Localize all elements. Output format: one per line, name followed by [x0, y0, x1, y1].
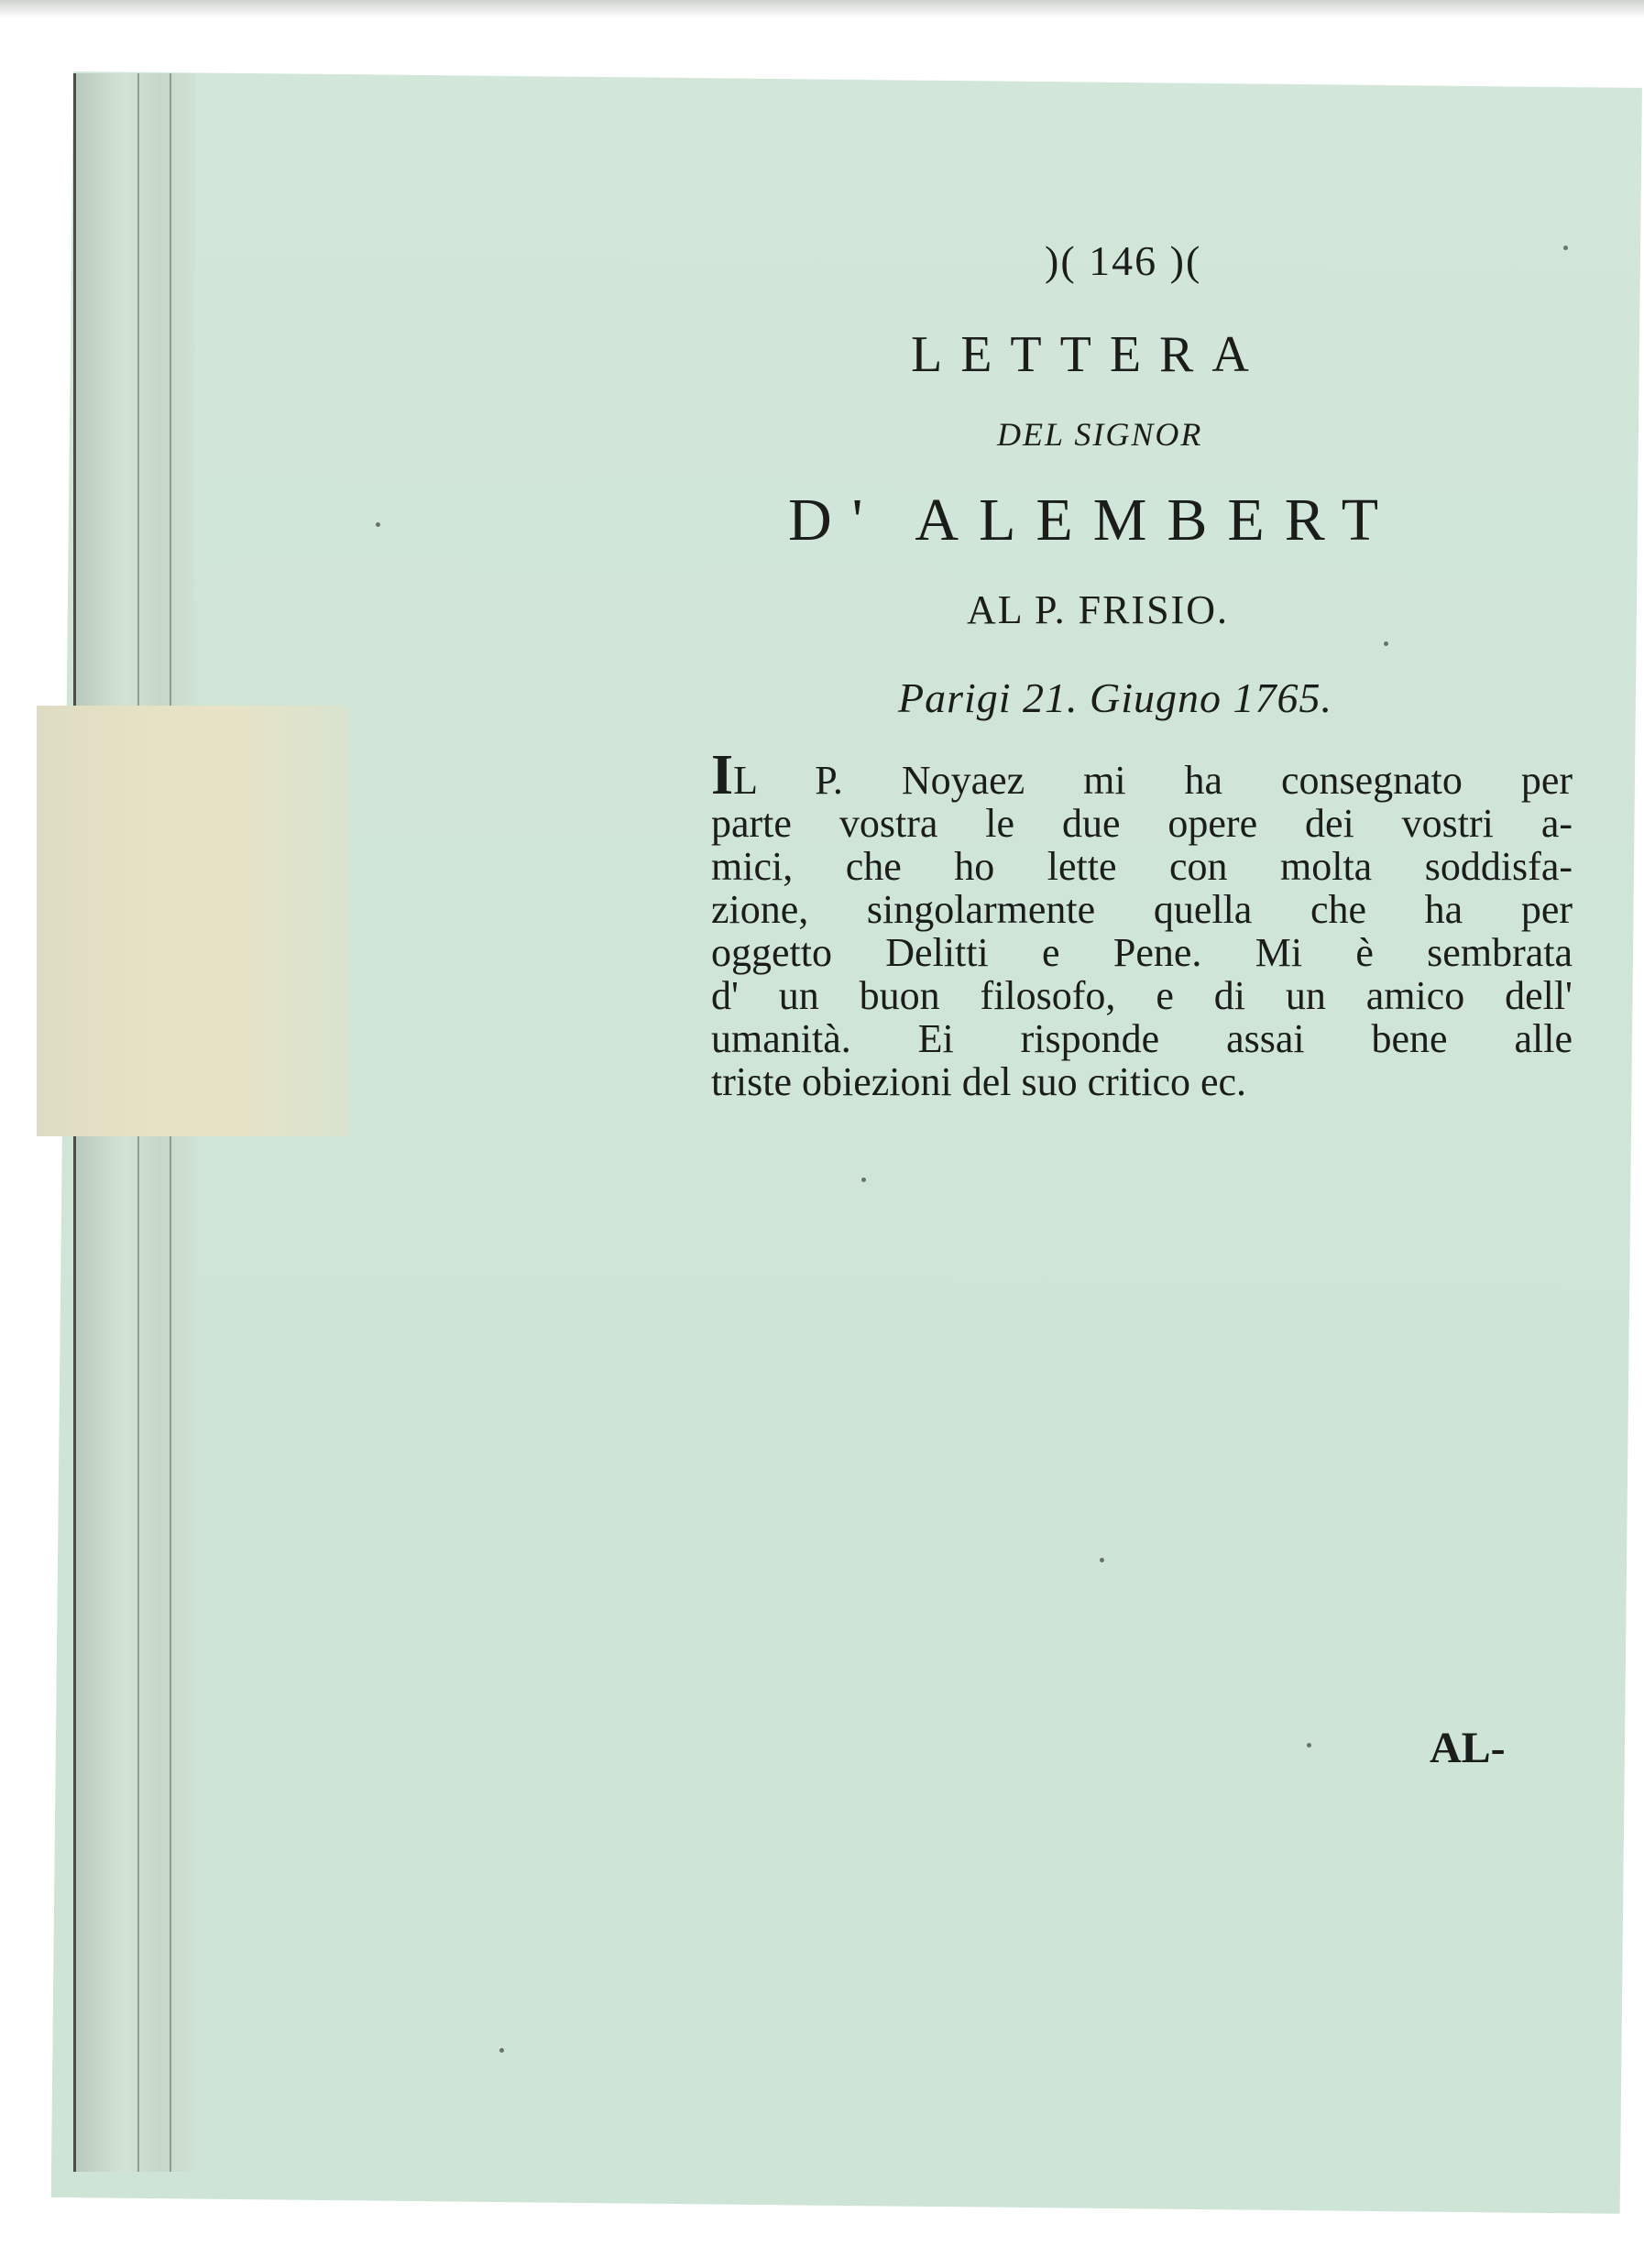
- letter-subtitle: DEL SIGNOR: [997, 416, 1203, 453]
- paper-speck: [499, 2048, 504, 2053]
- book-page: [51, 71, 1642, 2214]
- body-line: umanità. Ei risponde assai bene alle: [711, 1016, 1573, 1061]
- paper-speck: [1563, 246, 1568, 250]
- paper-speck: [1100, 1558, 1104, 1562]
- scan-top-shadow: [0, 0, 1644, 18]
- body-line: oggetto Delitti e Pene. Mi è sembrata: [711, 930, 1573, 975]
- letter-body: [711, 744, 1573, 1104]
- catchword: AL-: [1430, 1724, 1506, 1772]
- paper-speck: [1307, 1743, 1311, 1748]
- page-number: )( 146 )(: [1045, 237, 1202, 284]
- body-line: IL P. Noyaez mi ha consegnato per: [711, 744, 1573, 806]
- body-line: mici, che ho lette con molta soddisfa-: [711, 844, 1573, 889]
- body-line: triste obiezioni del suo critico ec.: [711, 1059, 1247, 1104]
- letter-addressee: AL P. FRISIO.: [967, 587, 1229, 632]
- letter-title: LETTERA: [911, 326, 1267, 383]
- scan-artifact-band: [37, 706, 348, 1136]
- body-line: parte vostra le due opere dei vostri a-: [711, 801, 1573, 846]
- author-name: D' ALEMBERT: [788, 487, 1399, 553]
- drop-cap: I: [711, 744, 734, 806]
- paper-speck: [861, 1178, 866, 1182]
- paper-speck: [1384, 641, 1388, 646]
- paper-speck: [376, 522, 380, 527]
- body-line: zione, singolarmente quella che ha per: [711, 887, 1573, 932]
- body-line: d' un buon filosofo, e di un amico dell': [711, 973, 1573, 1018]
- letter-dateline: Parigi 21. Giugno 1765.: [898, 674, 1333, 721]
